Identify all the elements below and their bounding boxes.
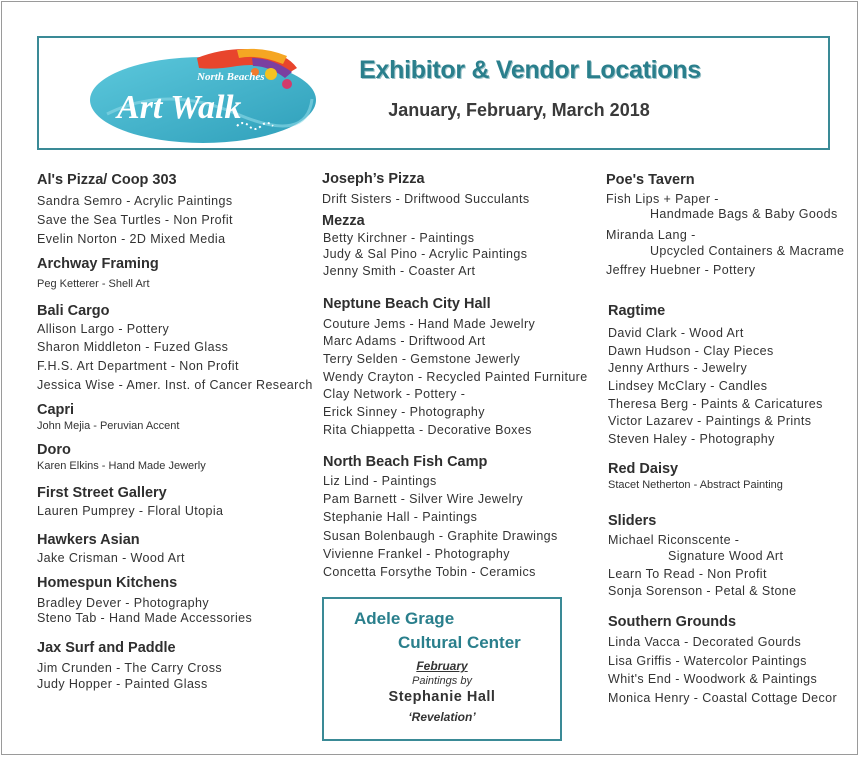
vendor-item: David Clark - Wood Art <box>608 326 744 340</box>
venue-name: Poe's Tavern <box>606 172 695 188</box>
vendor-item: Concetta Forsythe Tobin - Ceramics <box>323 565 536 579</box>
vendor-item: Karen Elkins - Hand Made Jewerly <box>37 460 206 472</box>
page-title: Exhibitor & Vendor Locations <box>359 56 701 84</box>
page-subtitle: January, February, March 2018 <box>388 100 650 120</box>
vendor-item: Vivienne Frankel - Photography <box>323 547 510 561</box>
vendor-item: Dawn Hudson - Clay Pieces <box>608 344 774 358</box>
vendor-item: Jenny Arthurs - Jewelry <box>608 361 748 375</box>
feature-venue-line1: Adele Grage <box>354 609 455 628</box>
vendor-item: Marc Adams - Driftwood Art <box>323 334 486 348</box>
venue-name: Red Daisy <box>608 461 679 477</box>
vendor-item: Stephanie Hall - Paintings <box>323 510 478 524</box>
venue-name: Hawkers Asian <box>37 532 140 548</box>
vendor-item: Victor Lazarev - Paintings & Prints <box>608 414 812 428</box>
vendor-item: Drift Sisters - Driftwood Succulants <box>322 192 530 206</box>
vendor-item: Erick Sinney - Photography <box>323 405 485 419</box>
venue-name: Homespun Kitchens <box>37 575 178 591</box>
vendor-item: Signature Wood Art <box>668 549 784 563</box>
feature-artist: Stephanie Hall <box>388 689 496 705</box>
feature-month: February <box>416 659 468 673</box>
feature-venue-line2: Cultural Center <box>398 633 521 652</box>
vendor-item: Peg Ketterer - Shell Art <box>37 278 150 290</box>
vendor-item: Clay Network - Pottery - <box>323 387 466 401</box>
vendor-item: Sonja Sorenson - Petal & Stone <box>608 584 797 598</box>
vendor-item: Miranda Lang - <box>606 228 696 242</box>
vendor-item: Save the Sea Turtles - Non Profit <box>37 213 233 227</box>
vendor-item: Judy Hopper - Painted Glass <box>37 677 208 691</box>
vendor-item: Steven Haley - Photography <box>608 432 775 446</box>
vendor-item: Fish Lips + Paper - <box>606 192 719 206</box>
venue-name: Mezza <box>322 213 365 229</box>
vendor-item: Monica Henry - Coastal Cottage Decor <box>608 691 838 705</box>
venue-name: Archway Framing <box>37 256 159 272</box>
logo-text: Art Walk <box>117 89 242 126</box>
vendor-item: Jessica Wise - Amer. Inst. of Cancer Research <box>37 378 313 392</box>
venue-name: North Beach Fish Camp <box>323 454 488 470</box>
vendor-item: Learn To Read - Non Profit <box>608 567 767 581</box>
vendor-item: Wendy Crayton - Recycled Painted Furniture <box>323 370 588 384</box>
venue-name: First Street Gallery <box>37 485 167 501</box>
feature-work-title: ‘Revelation’ <box>408 710 476 724</box>
vendor-item: Pam Barnett - Silver Wire Jewelry <box>323 492 524 506</box>
venue-name: Capri <box>37 402 75 418</box>
venue-name: Ragtime <box>608 303 666 319</box>
vendor-item: Judy & Sal Pino - Acrylic Paintings <box>323 247 528 261</box>
vendor-item: Linda Vacca - Decorated Gourds <box>608 635 802 649</box>
vendor-item: John Mejia - Peruvian Accent <box>37 420 180 432</box>
logo-subtext: North Beaches <box>197 71 265 83</box>
venue-name: Doro <box>37 442 71 458</box>
vendor-item: Lauren Pumprey - Floral Utopia <box>37 504 224 518</box>
vendor-item: Lindsey McClary - Candles <box>608 379 768 393</box>
vendor-item: Bradley Dever - Photography <box>37 596 209 610</box>
feature-paintings-by: Paintings by <box>412 675 472 687</box>
venue-name: Joseph’s Pizza <box>322 171 425 187</box>
vendor-item: Whit's End - Woodwork & Paintings <box>608 672 818 686</box>
venue-name: Al's Pizza/ Coop 303 <box>37 172 177 188</box>
vendor-item: Evelin Norton - 2D Mixed Media <box>37 232 226 246</box>
vendor-item: Terry Selden - Gemstone Jewerly <box>323 352 521 366</box>
vendor-item: Jim Crunden - The Carry Cross <box>37 661 223 675</box>
venue-name: Neptune Beach City Hall <box>323 296 491 312</box>
vendor-item: Stacet Netherton - Abstract Painting <box>608 479 783 491</box>
vendor-item: Upcycled Containers & Macrame <box>650 244 845 258</box>
vendor-item: Steno Tab - Hand Made Accessories <box>37 611 253 625</box>
vendor-item: Liz Lind - Paintings <box>323 474 437 488</box>
venue-name: Southern Grounds <box>608 614 737 630</box>
vendor-item: Jenny Smith - Coaster Art <box>323 264 476 278</box>
vendor-item: Jeffrey Huebner - Pottery <box>606 263 756 277</box>
vendor-item: Betty Kirchner - Paintings <box>323 231 475 245</box>
vendor-item: Jake Crisman - Wood Art <box>37 551 185 565</box>
header-banner <box>37 36 830 150</box>
vendor-item: Theresa Berg - Paints & Caricatures <box>608 397 823 411</box>
vendor-item: Lisa Griffis - Watercolor Paintings <box>608 654 807 668</box>
vendor-item: F.H.S. Art Department - Non Profit <box>37 359 239 373</box>
art-walk-logo <box>87 44 319 148</box>
vendor-item: Handmade Bags & Baby Goods <box>650 207 838 221</box>
vendor-item: Susan Bolenbaugh - Graphite Drawings <box>323 529 558 543</box>
vendor-item: Sandra Semro - Acrylic Paintings <box>37 194 233 208</box>
vendor-item: Sharon Middleton - Fuzed Glass <box>37 340 229 354</box>
vendor-item: Michael Riconscente - <box>608 533 740 547</box>
venue-name: Sliders <box>608 513 657 529</box>
vendor-item: Allison Largo - Pottery <box>37 322 170 336</box>
vendor-item: Couture Jems - Hand Made Jewelry <box>323 317 536 331</box>
featured-exhibit-card <box>322 597 562 741</box>
vendor-item: Rita Chiappetta - Decorative Boxes <box>323 423 532 437</box>
venue-name: Jax Surf and Paddle <box>37 640 176 656</box>
venue-name: Bali Cargo <box>37 303 110 319</box>
